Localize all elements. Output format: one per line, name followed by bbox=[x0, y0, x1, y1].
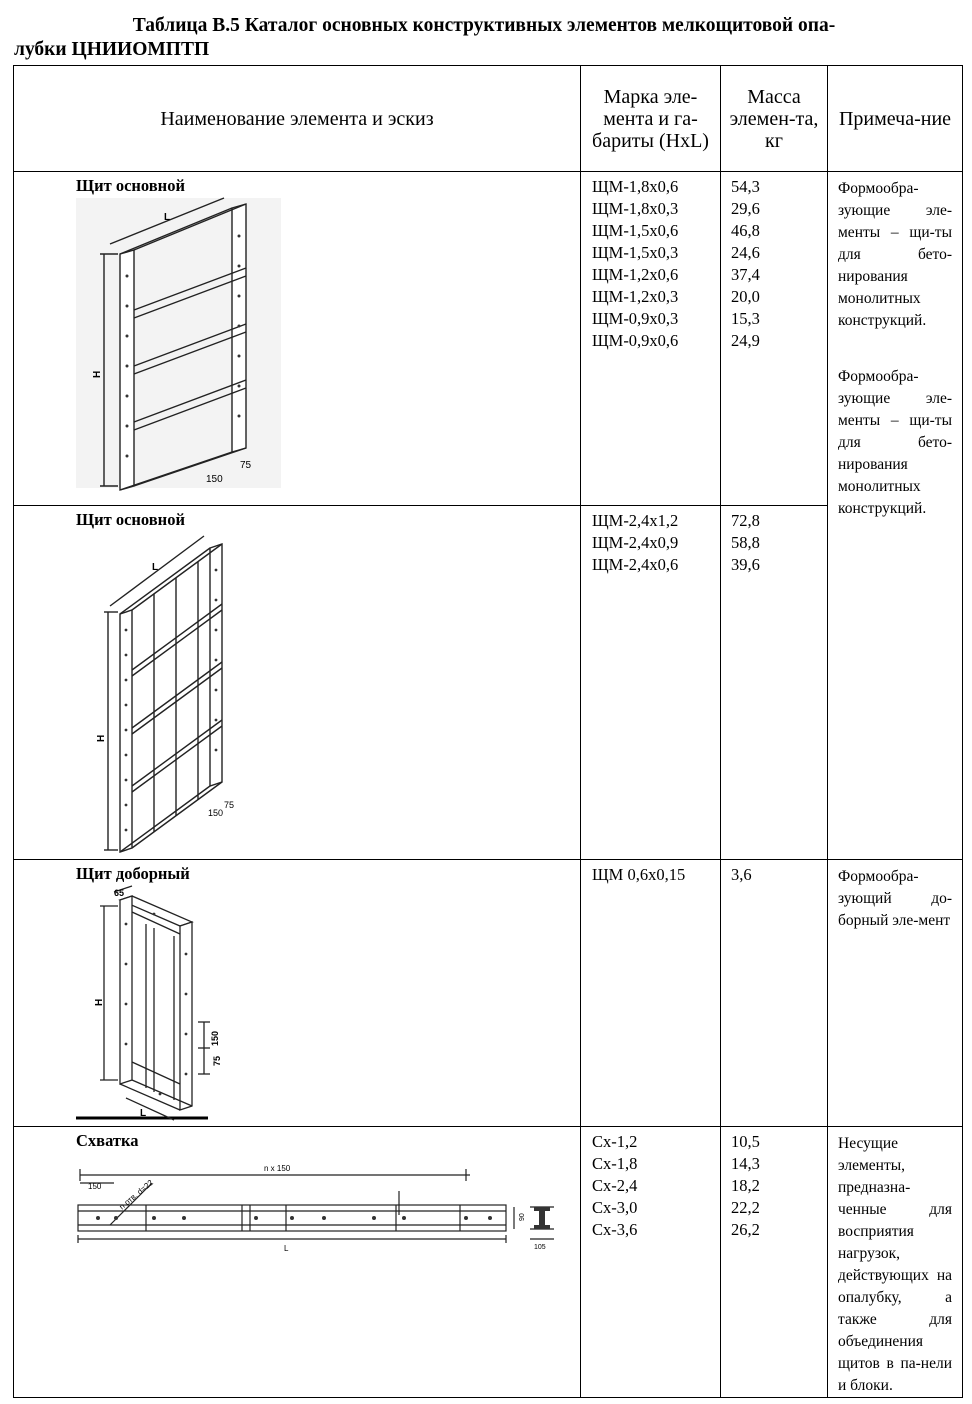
element-code: ЩМ-1,2х0,3 bbox=[592, 287, 679, 306]
header-note: Примеча-ние bbox=[828, 66, 963, 172]
element-mass: 3,6 bbox=[731, 865, 752, 884]
mass-list bbox=[731, 864, 827, 886]
title-line-1: Таблица В.5 Каталог основных конструктивных элементов мелкощитовой опа- bbox=[132, 15, 836, 36]
mass-list bbox=[731, 510, 827, 576]
element-mass: 58,8 bbox=[731, 533, 760, 552]
element-name: Щит доборный bbox=[76, 864, 190, 883]
svg-text:n отв. d=22: n отв. d=22 bbox=[117, 1177, 155, 1212]
element-mass: 15,3 bbox=[731, 309, 760, 328]
svg-text:65: 65 bbox=[114, 888, 125, 898]
element-name: Щит основной bbox=[76, 510, 185, 529]
element-code: Сх-1,8 bbox=[592, 1154, 638, 1173]
element-mass: 22,2 bbox=[731, 1198, 760, 1217]
mass-list bbox=[731, 176, 827, 352]
mass-cell bbox=[721, 172, 828, 506]
element-mass: 26,2 bbox=[731, 1220, 760, 1239]
element-code: ЩМ-1,8х0,6 bbox=[592, 177, 679, 196]
mass-cell bbox=[721, 1127, 828, 1398]
svg-text:75: 75 bbox=[212, 1055, 222, 1066]
code-list bbox=[592, 176, 720, 352]
element-mass: 29,6 bbox=[731, 199, 760, 218]
code-cell bbox=[581, 1127, 721, 1398]
element-code: ЩМ 0,6х0,15 bbox=[592, 865, 686, 884]
element-code: Сх-1,2 bbox=[592, 1132, 638, 1151]
element-code: ЩМ-2,4х0,6 bbox=[592, 555, 679, 574]
note-shield-2: Формообра-зующие эле-менты – щи-ты для бето-нирования монолитных конструкций. bbox=[838, 368, 952, 517]
svg-text:75: 75 bbox=[240, 460, 252, 471]
code-list bbox=[592, 1131, 720, 1241]
element-cell bbox=[14, 172, 581, 506]
mass-cell bbox=[721, 506, 828, 860]
note-shield-1: Формообра-зующие эле-менты – щи-ты для бето-нирования монолитных конструкций. bbox=[838, 180, 952, 329]
code-cell bbox=[581, 172, 721, 506]
header-code: Марка эле-мента и га-бариты (HxL) bbox=[581, 66, 721, 172]
svg-text:150: 150 bbox=[206, 474, 223, 485]
note-cell bbox=[828, 860, 963, 1127]
element-code: ЩМ-2,4х1,2 bbox=[592, 511, 679, 530]
code-list bbox=[592, 864, 720, 886]
mass-cell bbox=[721, 860, 828, 1127]
element-code: Сх-3,0 bbox=[592, 1198, 638, 1217]
svg-text:75: 75 bbox=[224, 800, 235, 810]
svg-text:L: L bbox=[164, 212, 171, 223]
note-filler: Формообра-зующий до-борный эле-мент bbox=[838, 868, 952, 929]
element-code: ЩМ-0,9х0,6 bbox=[592, 331, 679, 350]
element-cell bbox=[14, 506, 581, 860]
element-mass: 54,3 bbox=[731, 177, 760, 196]
shield-sketch bbox=[14, 196, 574, 496]
element-mass: 46,8 bbox=[731, 221, 760, 240]
svg-text:150: 150 bbox=[208, 808, 224, 818]
element-code: ЩМ-2,4х0,9 bbox=[592, 533, 679, 552]
element-mass: 20,0 bbox=[731, 287, 760, 306]
note-bar: Несущие элементы, предназна-ченные для восприятия нагрузок, действующих на опалубку, а также для объединения щитов в па-нели и блоки. bbox=[838, 1135, 952, 1394]
element-mass: 37,4 bbox=[731, 265, 760, 284]
element-cell bbox=[14, 860, 581, 1127]
code-list bbox=[592, 510, 720, 576]
element-name: Схватка bbox=[76, 1131, 139, 1150]
element-mass: 24,9 bbox=[731, 331, 760, 350]
element-mass: 10,5 bbox=[731, 1132, 760, 1151]
element-code: Сх-2,4 bbox=[592, 1176, 638, 1195]
large-shield-sketch bbox=[14, 530, 574, 855]
header-name: Наименование элемента и эскиз bbox=[14, 66, 581, 172]
svg-text:n x 150: n x 150 bbox=[264, 1164, 291, 1173]
svg-text:L: L bbox=[140, 1108, 147, 1119]
mass-list bbox=[731, 1131, 827, 1241]
element-name: Щит основной bbox=[76, 176, 185, 195]
element-cell bbox=[14, 1127, 581, 1398]
code-cell bbox=[581, 506, 721, 860]
element-mass: 14,3 bbox=[731, 1154, 760, 1173]
element-code: ЩМ-1,8х0,3 bbox=[592, 199, 679, 218]
svg-text:150: 150 bbox=[210, 1030, 220, 1046]
header-row bbox=[14, 66, 963, 172]
svg-text:H: H bbox=[94, 998, 105, 1006]
element-code: ЩМ-1,5х0,3 bbox=[592, 243, 679, 262]
bar-sketch bbox=[14, 1151, 574, 1261]
svg-text:H: H bbox=[92, 370, 103, 378]
element-code: Сх-3,6 bbox=[592, 1220, 638, 1239]
svg-text:L: L bbox=[152, 562, 159, 573]
svg-text:90: 90 bbox=[519, 1213, 526, 1221]
filler-shield-sketch bbox=[14, 884, 574, 1124]
table-row bbox=[14, 172, 963, 506]
svg-text:H: H bbox=[96, 734, 107, 742]
element-mass: 39,6 bbox=[731, 555, 760, 574]
header-mass: Масса элемен-та, кг bbox=[721, 66, 828, 172]
note-cell bbox=[828, 1127, 963, 1398]
table-title bbox=[14, 14, 954, 62]
title-line-2: лубки ЦНИИОМПТП bbox=[14, 39, 210, 60]
note-cell bbox=[828, 172, 963, 860]
code-cell bbox=[581, 860, 721, 1127]
svg-text:L: L bbox=[284, 1244, 289, 1253]
svg-text:105: 105 bbox=[534, 1244, 546, 1251]
element-code: ЩМ-1,2х0,6 bbox=[592, 265, 679, 284]
svg-text:150: 150 bbox=[88, 1182, 102, 1191]
table-row bbox=[14, 1127, 963, 1398]
catalog-table bbox=[13, 65, 963, 1398]
element-code: ЩМ-0,9х0,3 bbox=[592, 309, 679, 328]
element-code: ЩМ-1,5х0,6 bbox=[592, 221, 679, 240]
table-row bbox=[14, 506, 963, 860]
table-row bbox=[14, 860, 963, 1127]
element-mass: 24,6 bbox=[731, 243, 760, 262]
element-mass: 18,2 bbox=[731, 1176, 760, 1195]
element-mass: 72,8 bbox=[731, 511, 760, 530]
